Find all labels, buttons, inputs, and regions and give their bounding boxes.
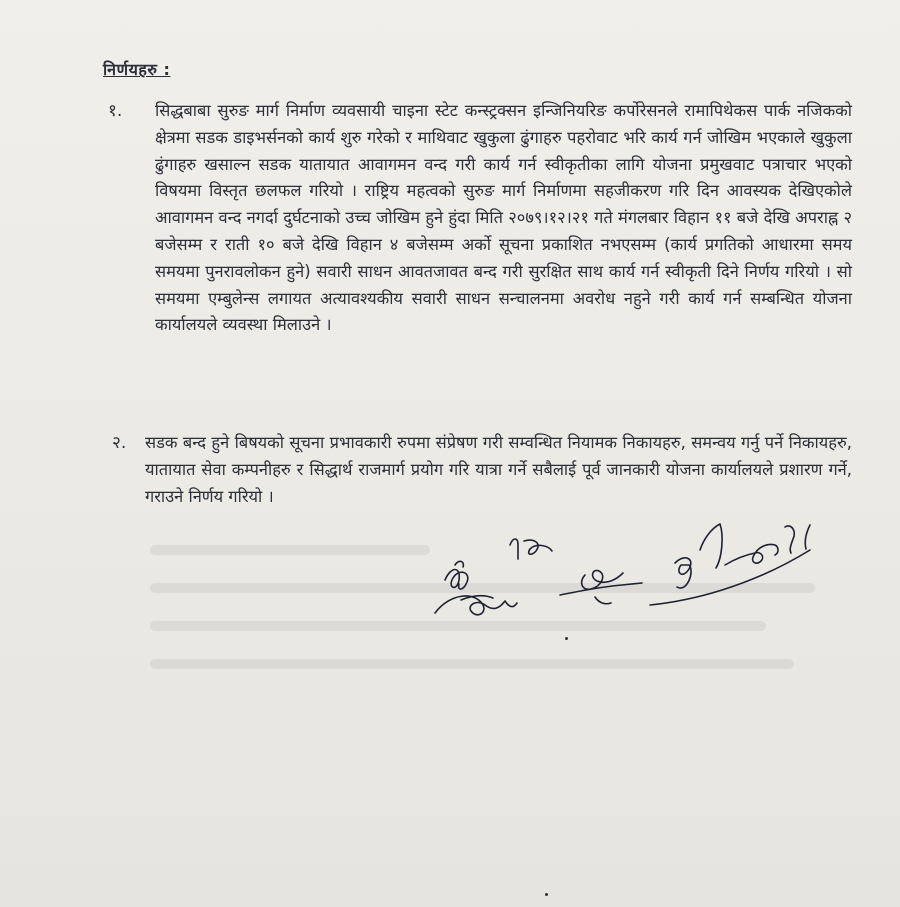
ink-speck — [545, 893, 548, 896]
decision-number: २. — [112, 433, 127, 453]
decision-number: १. — [108, 101, 123, 121]
decision-text: सिद्धबाबा सुरुङ मार्ग निर्माण व्यवसायी चाइना स्टेट कन्स्ट्रक्सन इन्जिनियरिङ कर्पोरेसनले रामापिथेकस पार्क नजिकको क्षेत्रमा सडक डाइभर्सनको कार्य शुरु गरेको र माथिवाट खुकुला ढुंगाहरु पहरोवाट भरि कार्य गर्न जोखिम भएकाले खुकुला ढुंगाहरु खसाल्न सडक यातायात आवागमन वन्द गरी कार्य गर्न स्वीकृतीका लागि योजना प्रमुखवाट पत्राचार भएको विषयमा विस्तृत छलफल गरियो । राष्ट्रिय महत्वको सुरुङ मार्ग निर्माणमा सहजीकरण गरि दिन आवस्यक देखिएकोले आवागमन वन्द नगर्दा दुर्घटनाको उच्च जोखिम हुने हुंदा मिति २०७९।१२।२१ गते मंगलबार विहान ११ बजे देखि अपराह्न २ बजेसम्म र राती १० बजे देखि विहान ४ बजेसम्म अर्को सूचना प्रकाशित नभएसम्म (कार्य प्रगतिको आधारमा समय समयमा पुनरावलोकन हुने) सवारी साधन आवतजावत बन्द गरी सुरक्षित साथ कार्य गर्न स्वीकृती दिने निर्णय गरियो । सो समयमा एम्बुलेन्स लगायत अत्यावश्यकीय सवारी साधन सन्चालनमा अवरोध नहुने गरी कार्य गर्न सम्बन्धित योजना कार्यालयले व्यवस्था मिलाउने । — [155, 101, 852, 335]
ink-speck — [565, 637, 568, 640]
decision-text: सडक बन्द हुने बिषयको सूचना प्रभावकारी रुपमा संप्रेषण गरी सम्वन्धित नियामक निकायहरु, समन्वय गर्नु पर्ने निकायहरु, यातायात सेवा कम्पनीहरु र सिद्धार्थ राजमार्ग प्रयोग गरि यात्रा गर्ने सबैलाई पूर्व जानकारी योजना कार्यालयले प्रशारण गर्ने, गराउने निर्णय गरियो । — [145, 433, 852, 506]
decisions-heading: निर्णयहरु : — [103, 60, 171, 79]
signatures — [425, 505, 835, 645]
